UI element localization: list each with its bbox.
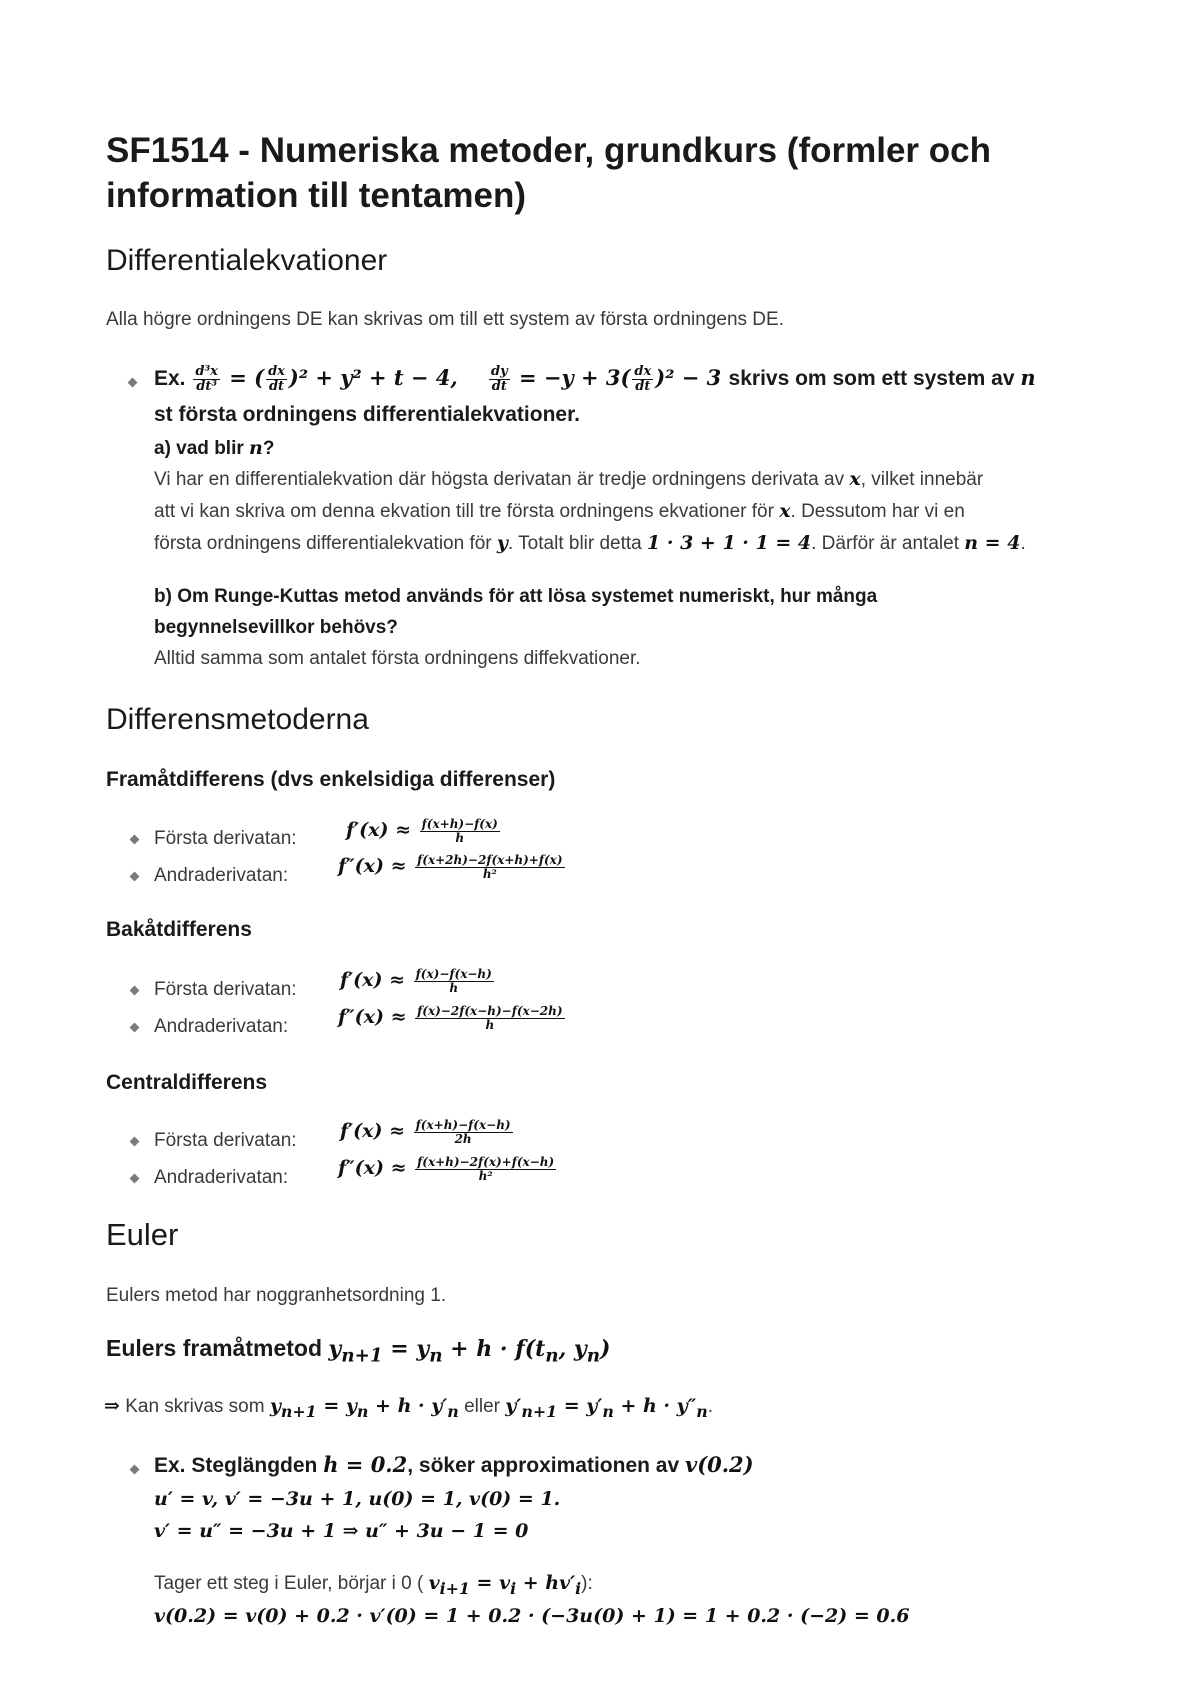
answer-a-line-2	[154, 500, 965, 523]
euler-forward-formula: $y_{n+1} = y_n + h \cdot f(t_n$, $y_n$)	[328, 1336, 611, 1367]
question-a-label	[154, 437, 274, 460]
central-first-label: Första derivatan:	[154, 1130, 297, 1151]
euler-step-line	[154, 1572, 593, 1598]
euler-example-line	[154, 1452, 754, 1478]
math-total: 1 · 3 + 1 · 1 = 4	[647, 532, 812, 554]
de-example-equation-1: $\frac{\text{d³x}}{\text{dt³}}$ = ( $\frac{dx}{dt}$ )² + y² + t − 4, $\frac{dy}{dt}$ = −y + 3( $\frac{dx}{dt}$ )² − 3	[195, 364, 729, 394]
bullet-icon	[130, 835, 140, 845]
answer-a-text-1: Vi har en differentialekvation där högsta derivatan är tredje ordningens derivata av	[154, 469, 850, 490]
de-example-line-2: st första ordningens differentialekvationer.	[154, 403, 580, 426]
math-n-equals-4: n = 4	[964, 532, 1021, 554]
central-first-formula: f′(x) ≈ $\frac{f(x+h)-f(x-h)}{2h}$	[340, 1118, 511, 1146]
question-a-text: a) vad blir	[154, 438, 250, 459]
math-x: x	[849, 468, 861, 490]
forward-second-label: Andraderivatan:	[154, 865, 289, 886]
central-second-formula: f″(x) ≈ $\frac{f(x+h)-2f(x)+f(x-h)}{\text{h²}}$	[338, 1155, 555, 1183]
forward-first-label: Första derivatan:	[154, 828, 297, 849]
de-intro-text: Alla högre ordningens DE kan skrivas om till ett system av första ordningens DE.	[106, 309, 784, 330]
euler-step-formula: $v_{i+1} = v_i + hv'_i$	[428, 1572, 582, 1598]
euler-can-write-text: Kan skrivas som	[119, 1396, 270, 1417]
bullet-icon	[130, 1465, 140, 1475]
bullet-icon	[130, 986, 140, 996]
math-h-equals: h = 0.2	[323, 1452, 408, 1477]
math-y: y	[496, 532, 508, 554]
euler-step-close: ):	[581, 1573, 593, 1594]
section-heading-euler: Euler	[106, 1217, 179, 1252]
backward-second-formula: f″(x) ≈ $\frac{f(x)-2f(x-h)-f(x-2h)}{h}$	[338, 1004, 563, 1032]
math-x: x	[779, 500, 791, 522]
page-title-line-2: information till tentamen)	[106, 176, 526, 215]
answer-a-text-3b: . Totalt blir detta	[507, 533, 648, 554]
math-v-0-2: v(0.2)	[685, 1452, 754, 1477]
section-heading-differensmetoderna: Differensmetoderna	[106, 703, 369, 736]
bullet-icon	[130, 1023, 140, 1033]
bullet-icon	[130, 872, 140, 882]
euler-example-second-order: v′ = u″ = −3u + 1 ⇒ u″ + 3u − 1 = 0	[154, 1520, 529, 1542]
answer-a-text-2: att vi kan skriva om denna ekvation till tre första ordningens ekvationer för	[154, 501, 780, 522]
page-title-line-1: SF1514 - Numeriska metoder, grundkurs (formler och	[106, 131, 991, 170]
central-second-label: Andraderivatan:	[154, 1167, 289, 1188]
answer-a-line-1	[154, 468, 983, 491]
page-title	[106, 128, 991, 218]
forward-first-formula: f′(x) ≈ $\frac{f(x+h)-f(x)}{h}$	[346, 817, 498, 845]
bullet-icon	[128, 378, 138, 388]
euler-example-conditions: u′ = v, v′ = −3u + 1, u(0) = 1, v(0) = 1.	[154, 1488, 561, 1510]
subheading-eulers-framatmetod	[106, 1335, 610, 1366]
question-b-line-2: begynnelsevillkor behövs?	[154, 617, 398, 638]
euler-can-write-line	[104, 1395, 713, 1421]
answer-a-text-3c: . Därför är antalet	[811, 533, 965, 554]
euler-order-text: Eulers metod har noggranhetsordning 1.	[106, 1285, 447, 1306]
question-mark: ?	[262, 438, 275, 459]
euler-or-text: eller	[458, 1396, 506, 1417]
backward-second-label: Andraderivatan:	[154, 1016, 289, 1037]
euler-example-mid: , söker approximationen av	[407, 1454, 685, 1477]
euler-form-2: $y'_{n+1} = y'_n + h \cdot y''_n$	[505, 1395, 708, 1421]
euler-step-text: Tager ett steg i Euler, börjar i 0 (	[154, 1573, 424, 1594]
section-heading-differentialekvationer: Differentialekvationer	[106, 244, 388, 277]
subheading-bakatdifferens: Bakåtdifferens	[106, 918, 252, 941]
answer-a-text-1b: , vilket innebär	[860, 469, 984, 490]
euler-example-prefix: Ex. Steglängden	[154, 1454, 324, 1477]
answer-a-text-2b: . Dessutom har vi en	[790, 501, 965, 522]
math-n: n	[249, 437, 263, 459]
de-example-prefix: Ex.	[154, 367, 186, 390]
subheading-centraldifferens: Centraldifferens	[106, 1071, 268, 1094]
answer-a-line-3	[154, 532, 1026, 555]
forward-second-formula: f″(x) ≈ $\frac{f(x+2h)-2f(x+h)+f(x)}{\text{h²}}$	[338, 853, 563, 881]
answer-a-period: .	[1020, 533, 1026, 554]
backward-first-label: Första derivatan:	[154, 979, 297, 1000]
bullet-icon	[130, 1137, 140, 1147]
bullet-icon	[130, 1174, 140, 1184]
answer-a-text-3: första ordningens differentialekvation för	[154, 533, 497, 554]
backward-first-formula: f′(x) ≈ $\frac{f(x)-f(x-h)}{h}$	[340, 967, 492, 995]
implies-arrow-icon: ⇒	[104, 1395, 120, 1417]
euler-period: .	[707, 1396, 713, 1417]
euler-form-1: $y_{n+1} = y_n + h \cdot y'_n$	[269, 1395, 459, 1421]
de-example-line-1	[154, 365, 1036, 394]
math-n: n	[1020, 365, 1036, 390]
de-example-text: skrivs om som ett system av	[728, 367, 1021, 390]
euler-step-calculation: v(0.2) = v(0) + 0.2 · v′(0) = 1 + 0.2 · (−3u(0) + 1) = 1 + 0.2 · (−2) = 0.6	[154, 1605, 910, 1627]
question-b-line-1: b) Om Runge-Kuttas metod används för att lösa systemet numeriskt, hur många	[154, 586, 878, 607]
answer-b: Alltid samma som antalet första ordningens diffekvationer.	[154, 648, 641, 669]
subheading-framatdifferens: Framåtdifferens (dvs enkelsidiga differenser)	[106, 768, 556, 791]
euler-forward-label: Eulers framåtmetod	[106, 1335, 323, 1361]
